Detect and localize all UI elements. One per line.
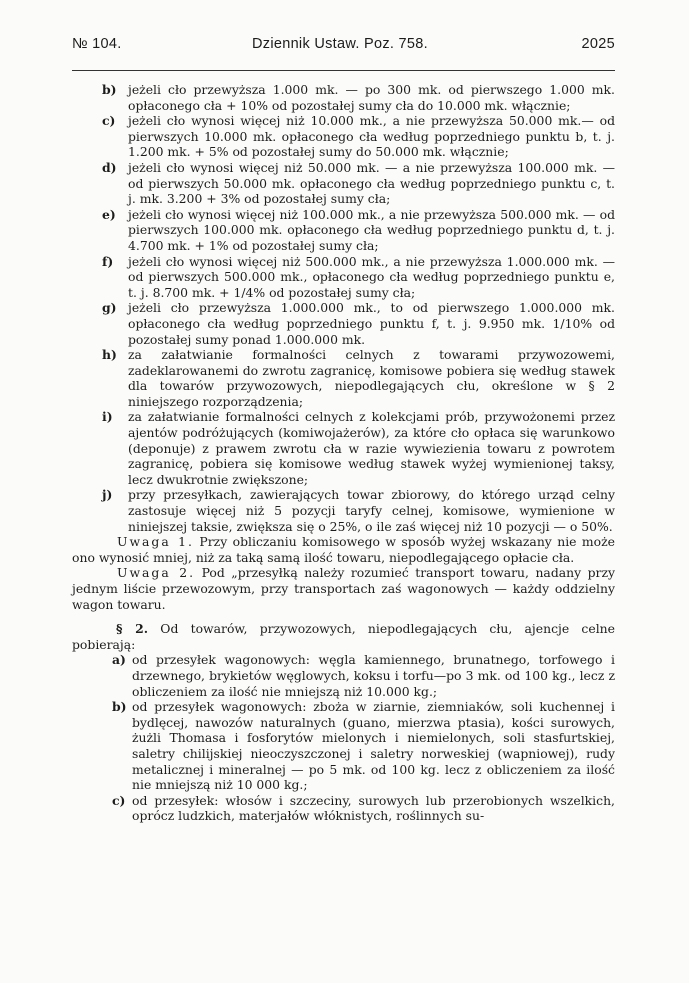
item-text: za załatwianie formalności celnych z towarami przywozowemi, zadeklarowanemi do zwrotu zagranicę, komisowe pobiera się według stawek dla towarów przywozowych, niepodlegających cłu, określone w § 2 niniejszego rozporządzenia; bbox=[128, 347, 615, 409]
item-text: od przesyłek wagonowych: zboża w ziarnie, ziemniaków, soli kuchennej i bydlęcej, nawozów naturalnych (guano, mierzwa ptasia), kości surowych, żużli Thomasa i fosforytów mielonych i niemielonych, soli stasfurtskiej, saletry chilijskiej nieoczyszczonej i saletry norweskiej (wapniowej), rudy metalicznej i mineralnej — po 5 mk. od 100 kg. lecz z obliczeniem za ilość nie mniejszą niż 10 000 kg.; bbox=[132, 699, 615, 793]
item-marker: c) bbox=[102, 113, 116, 129]
item-marker: d) bbox=[102, 159, 117, 175]
section-text: Od towarów, przywozowych, niepodlegających cłu, ajencje celne pobierają: bbox=[72, 621, 615, 652]
sub-item-c bbox=[72, 793, 615, 824]
list-item-c bbox=[72, 113, 615, 160]
list-item-f bbox=[72, 254, 615, 301]
list-item-d bbox=[72, 160, 615, 207]
item-text: jeżeli cło wynosi więcej niż 500.000 mk., a nie przewyższa 1.000.000 mk. — od pierwszych 500.000 mk., opłaconego cła według poprzedniego punktu e, t. j. 8.700 mk. + 1/4% od pozostałej sumy cła; bbox=[128, 253, 615, 300]
item-text: jeżeli cło wynosi więcej niż 100.000 mk., a nie przewyższa 500.000 mk. — od pierwszych 100.000 mk. opłaconego cła według poprzedniego punktu d, t. j. 4.700 mk. + 1% od pozostałej sumy cła; bbox=[128, 206, 615, 253]
item-marker: e) bbox=[102, 206, 116, 222]
note-label: Uwaga 2. bbox=[117, 565, 196, 581]
list-item-i bbox=[72, 409, 615, 487]
item-text: od przesyłek: włosów i szczeciny, surowych lub przerobionych wszelkich, oprócz ludzkich, materjałów włóknistych, roślinnych su- bbox=[132, 792, 615, 824]
item-marker: b) bbox=[102, 82, 117, 97]
note-text: Przy obliczaniu komisowego w sposób wyżej wskazany nie może ono wynosić mniej, niż za taką samą ilość towaru, niepodlegającego opłacie cła. bbox=[72, 534, 615, 565]
sub-item-a bbox=[72, 652, 615, 699]
issue-number: № 104. bbox=[72, 36, 122, 52]
item-text: przy przesyłkach, zawierających towar zbiorowy, do którego urząd celny zastosuje więcej niż 5 pozycji taryfy celnej, komisowe, wymienione w niniejszej taksie, zwiększa się o 25%, o ile zaś więcej niż 10 pozycji — o 50%. bbox=[128, 487, 615, 534]
journal-title: Dziennik Ustaw. Poz. 758. bbox=[252, 36, 428, 52]
section-2-intro bbox=[72, 621, 615, 652]
section-label: § 2. bbox=[116, 621, 149, 637]
note-label: Uwaga 1. bbox=[117, 534, 194, 550]
item-marker: i) bbox=[102, 409, 113, 425]
item-marker: h) bbox=[102, 347, 117, 363]
spacer bbox=[72, 612, 615, 621]
page-header bbox=[72, 36, 615, 56]
item-marker: a) bbox=[112, 652, 126, 668]
note-text: Pod „przesyłką należy rozumieć transport towaru, nadany przy jednym liście przewozowym, przy transportach zaś wagonowych — każdy oddzielny wagon towaru. bbox=[72, 565, 615, 612]
list-item-g bbox=[72, 300, 615, 347]
document-body bbox=[72, 82, 615, 824]
list-item-j bbox=[72, 487, 615, 534]
item-marker: b) bbox=[112, 699, 127, 715]
item-text: jeżeli cło wynosi więcej niż 50.000 mk. — a nie przewyższa 100.000 mk. — od pierwszych 50.000 mk. opłaconego cła według poprzedniego punktu c, t. j. mk. 3.200 + 3% od pozostałej sumy cła; bbox=[128, 159, 615, 207]
list-item-b bbox=[72, 82, 615, 113]
item-text: jeżeli cło przewyższa 1.000 mk. — po 300 mk. od pierwszego 1.000 mk. opłaconego cła + 10% od pozostałej sumy cła do 10.000 mk. włącznie; bbox=[128, 82, 615, 113]
item-text: od przesyłek wagonowych: węgla kamiennego, brunatnego, torfowego i drzewnego, brykietów węglowych, koksu i torfu—po 3 mk. od 100 kg., lecz z obliczeniem za ilość nie mniejszą niż 10.000 kg.; bbox=[132, 652, 615, 699]
item-text: jeżeli cło przewyższa 1.000.000 mk., to od pierwszego 1.000.000 mk. opłaconego cła według poprzedniego punktu f, t. j. 9.950 mk. 1/10% od pozostałej sumy ponad 1.000.000 mk. bbox=[128, 300, 615, 347]
item-text: jeżeli cło wynosi więcej niż 10.000 mk., a nie przewyższa 50.000 mk.— od pierwszych 10.000 mk. opłaconego cła według poprzedniego punktu b, t. j. 1.200 mk. + 5% od pozostałej sumy do 50.000 mk. włącznie; bbox=[128, 113, 615, 160]
list-item-e bbox=[72, 207, 615, 254]
list-item-h bbox=[72, 347, 615, 409]
item-marker: f) bbox=[102, 253, 114, 269]
page-number: 2025 bbox=[581, 36, 615, 52]
item-marker: c) bbox=[112, 792, 126, 808]
item-text: za załatwianie formalności celnych z kolekcjami prób, przywożonemi przez ajentów podróżujących (komiwojażerów), za które cło opłaca się warunkowo (deponuje) z prawem zwrotu cła w razie wywiezienia towaru z powrotem zagranicę, pobiera się komisowe według stawek wyżej wymienionej taksy, lecz dwukrotnie zwiększone; bbox=[128, 409, 615, 487]
note-2 bbox=[72, 565, 615, 612]
item-marker: j) bbox=[102, 487, 113, 503]
sub-item-b bbox=[72, 699, 615, 793]
note-1 bbox=[72, 534, 615, 565]
item-marker: g) bbox=[102, 300, 117, 316]
header-rule bbox=[72, 70, 615, 71]
